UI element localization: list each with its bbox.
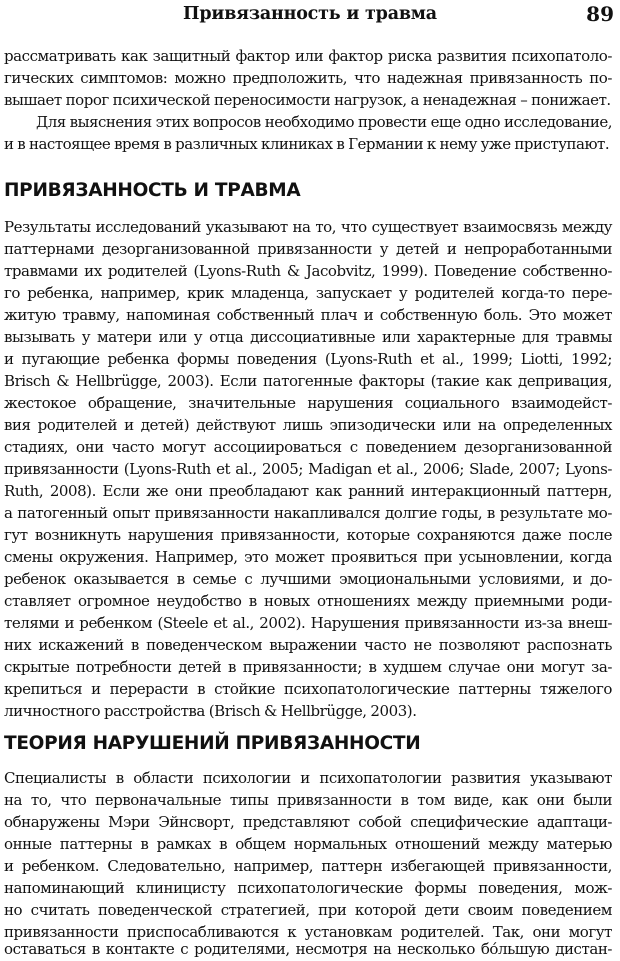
intro-line: Для выяснения этих вопросов необходимо провести еще одно исследование, [36, 113, 612, 131]
paragraph-line: Ruth, 2008). Если же они преобладают как ранний интеракционный паттерн, [4, 482, 612, 500]
paragraph-line: вия родителей и детей) действуют лишь эпизодически или на определенных [4, 416, 612, 434]
paragraph-line: обнаружены Мэри Эйнсворт, представляют собой специфические адаптаци- [4, 813, 612, 831]
paragraph-line: и ребенком. Следовательно, например, паттерн избегающей привязанности, [4, 857, 612, 875]
paragraph-line: вызывать у матери или у отца диссоциативные или характерные для травмы [4, 328, 612, 346]
paragraph-line: стадиях, они часто могут ассоциироваться с поведением дезорганизованной [4, 438, 612, 456]
section-heading: ПРИВЯЗАННОСТЬ И ТРАВМА [4, 180, 301, 201]
paragraph-line: ребенок оказывается в семье с лучшими эмоциональными условиями, и до- [4, 570, 612, 588]
paragraph-line: скрытые потребности детей в привязанности; в худшем случае они могут за- [4, 658, 612, 676]
paragraph-line: паттернами дезорганизованной привязанности у детей и непроработанными [4, 240, 612, 258]
intro-line: рассматривать как защитный фактор или фактор риска развития психопатоло- [4, 47, 612, 65]
paragraph-line: смены окружения. Например, это может проявиться при усыновлении, когда [4, 548, 612, 566]
paragraph-line: оставаться в контакте с родителями, несмотря на несколько бо́льшую дистан- [4, 940, 612, 958]
paragraph-line: личностного расстройства (Brisch & Hellbrügge, 2003). [4, 702, 417, 720]
paragraph-line: напоминающий клиницисту психопатологические формы поведения, мож- [4, 879, 612, 897]
intro-line: и в настоящее время в различных клиниках в Германии к нему уже приступают. [4, 135, 610, 153]
paragraph-line: привязанности приспосабливаются к установкам родителей. Так, они могут [4, 923, 612, 941]
paragraph-line: них искажений в поведенческом выражении часто не позволяют распознать [4, 636, 612, 654]
paragraph-line: ставляет огромное неудобство в новых отношениях между приемными роди- [4, 592, 612, 610]
paragraph-line: на то, что первоначальные типы привязанности в том виде, как они были [4, 791, 612, 809]
page-header [0, 2, 620, 32]
paragraph-line: онные паттерны в рамках в общем нормальных отношений между матерью [4, 835, 612, 853]
paragraph-line: и пугающие ребенка формы поведения (Lyons-Ruth et al., 1999; Liotti, 1992; [4, 350, 612, 368]
paragraph-line: гут возникнуть нарушения привязанности, которые сохраняются даже после [4, 526, 612, 544]
paragraph-line: Brisch & Hellbrügge, 2003). Если патогенные факторы (такие как депривация, [4, 372, 612, 390]
paragraph-line: телями и ребенком (Steele et al., 2002). Нарушения привязанности из-за внеш- [4, 614, 612, 632]
paragraph-line: крепиться и перерасти в стойкие психопатологические паттерны тяжелого [4, 680, 612, 698]
paragraph-line: жестокое обращение, значительные нарушения социального взаимодейст- [4, 394, 612, 412]
running-title: Привязанность и травма [183, 4, 437, 24]
intro-line: вышает порог психической переносимости нагрузок, а ненадежная – понижает. [4, 91, 611, 109]
page-number: 89 [586, 2, 614, 26]
paragraph-line: травмами их родителей (Lyons-Ruth & Jacobvitz, 1999). Поведение собственно- [4, 262, 612, 280]
paragraph-line: но считать поведенческой стратегией, при которой дети своим поведением [4, 901, 612, 919]
section-heading: ТЕОРИЯ НАРУШЕНИЙ ПРИВЯЗАННОСТИ [4, 733, 421, 754]
paragraph-line: а патогенный опыт привязанности накапливался долгие годы, в результате мо- [4, 504, 612, 522]
intro-line: гических симптомов: можно предположить, что надежная привязанность по- [4, 69, 612, 87]
paragraph-line: житую травму, напоминая собственный плач и собственную боль. Это может [4, 306, 612, 324]
paragraph-line: Результаты исследований указывают на то, что существует взаимосвязь между [4, 218, 612, 236]
paragraph-line: Специалисты в области психологии и психопатологии развития указывают [4, 769, 612, 787]
paragraph-line: привязанности (Lyons-Ruth et al., 2005; Madigan et al., 2006; Slade, 2007; Lyons- [4, 460, 612, 478]
paragraph-line: го ребенка, например, крик младенца, запускает у родителей когда-то пере- [4, 284, 612, 302]
